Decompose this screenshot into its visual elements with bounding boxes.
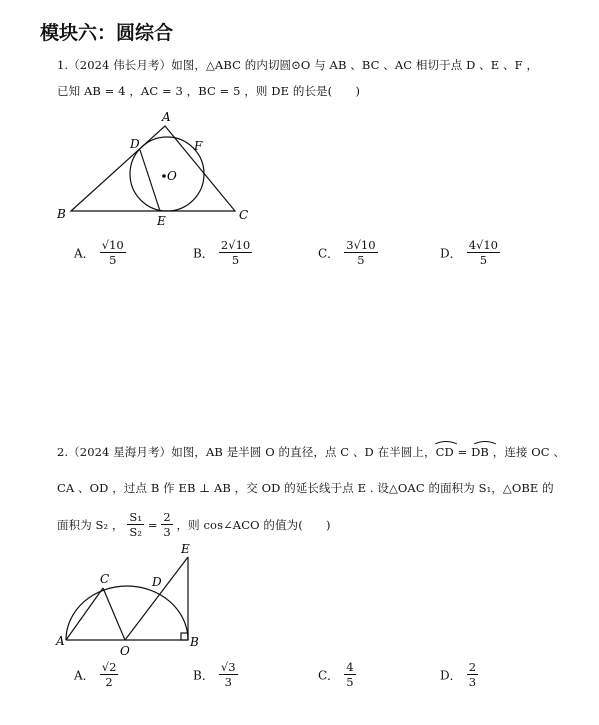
q2-choice-a[interactable] bbox=[74, 660, 118, 690]
label-e: E bbox=[181, 542, 190, 556]
ratio-den: S₂ bbox=[129, 525, 143, 540]
segment-oe bbox=[125, 557, 188, 640]
label-d: D bbox=[130, 137, 140, 151]
frac-num: 3√10 bbox=[346, 238, 376, 252]
frac-den: 5 bbox=[231, 253, 240, 268]
q1-text-line1: 1.（2024 伟长月考）如图，△ABC 的内切圆⊙O 与 AB 、BC 、AC 相切于点 D 、E 、F ， bbox=[57, 58, 539, 72]
frac-den: 5 bbox=[479, 253, 488, 268]
segment-oc bbox=[103, 588, 125, 640]
choice-letter: A． bbox=[74, 668, 95, 683]
q2-line3-suffix: ，则 cos∠ACO 的值为( ) bbox=[176, 517, 331, 532]
label-c: C bbox=[100, 572, 110, 586]
label-o: O bbox=[167, 169, 177, 183]
q1-text-line2: 已知 AB = 4 ，AC = 3 ，BC = 5 ，则 DE 的长是( ) bbox=[57, 84, 361, 98]
semicircle-arc bbox=[66, 586, 188, 640]
ratio-eq: = bbox=[147, 517, 158, 532]
frac-num: √2 bbox=[101, 660, 117, 674]
frac-num: 2√10 bbox=[220, 238, 251, 252]
section-title: 模块六：圆综合 bbox=[40, 22, 174, 44]
frac-num: √3 bbox=[220, 660, 236, 674]
frac-num: 4 bbox=[346, 660, 354, 674]
choice-letter: B． bbox=[193, 668, 214, 683]
label-e: E bbox=[157, 214, 166, 228]
label-o: O bbox=[120, 644, 130, 658]
choice-letter: D． bbox=[440, 246, 462, 261]
frac-num: 4√10 bbox=[468, 238, 498, 252]
label-b: B bbox=[190, 635, 199, 649]
label-f: F bbox=[194, 139, 203, 153]
label-b: B bbox=[57, 207, 66, 221]
frac-den: 5 bbox=[109, 253, 117, 268]
choice-letter: A． bbox=[74, 246, 95, 261]
ratio-val-num: 2 bbox=[163, 510, 171, 524]
choice-letter: B． bbox=[193, 246, 214, 261]
frac-den: 3 bbox=[468, 675, 477, 690]
q2-choice-b[interactable] bbox=[193, 660, 238, 690]
q2-choice-d[interactable] bbox=[440, 660, 478, 690]
frac-den: 2 bbox=[105, 675, 113, 690]
choice-letter: D． bbox=[440, 668, 462, 683]
q2-choice-c[interactable] bbox=[318, 660, 356, 690]
choice-letter: C． bbox=[318, 668, 340, 683]
q2-text-line1: 2.（2024 星海月考）如图，AB 是半圆 O 的直径，点 C 、D 在半圆上，CD = DB ，连接 OC 、 bbox=[57, 445, 566, 459]
frac-num: 2 bbox=[468, 660, 477, 674]
frac-num: √10 bbox=[101, 238, 124, 252]
frac-den: 3 bbox=[224, 675, 232, 690]
label-a: A bbox=[162, 110, 171, 124]
q2-line3-prefix: 面积为 S₂ ， bbox=[57, 517, 124, 532]
frac-den: 5 bbox=[346, 675, 354, 690]
right-angle-mark bbox=[181, 633, 188, 640]
choice-letter: C． bbox=[318, 246, 340, 261]
ratio-val-den: 3 bbox=[163, 525, 171, 540]
segment-ac bbox=[66, 588, 103, 640]
label-c: C bbox=[239, 208, 249, 222]
label-d: D bbox=[152, 575, 162, 589]
frac-den: 5 bbox=[357, 253, 365, 268]
ratio-num: S₁ bbox=[129, 510, 143, 524]
q2-text-line2: CA 、OD ，过点 B 作 EB ⊥ AB ，交 OD 的延长线于点 E . 设△OAC 的面积为 S₁，△OBE 的 bbox=[57, 481, 554, 495]
label-a: A bbox=[56, 634, 65, 648]
